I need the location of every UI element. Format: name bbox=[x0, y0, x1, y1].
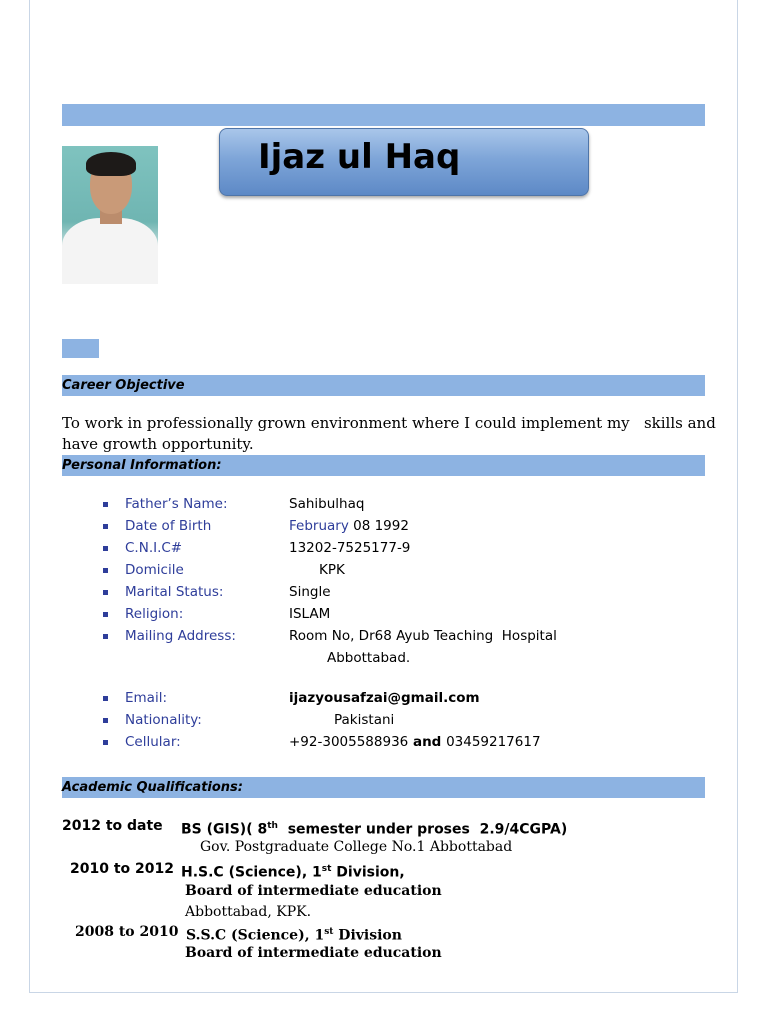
bullet-icon bbox=[103, 740, 108, 745]
bullet-icon bbox=[103, 568, 108, 573]
personal-information-heading: Personal Information: bbox=[62, 455, 705, 476]
qualification-degree: S.S.C (Science), 1st Division bbox=[186, 927, 402, 944]
bullet-icon bbox=[103, 612, 108, 617]
list-item: C.N.I.C# 13202-7525177-9 bbox=[100, 537, 660, 559]
career-objective-heading: Career Objective bbox=[62, 375, 705, 396]
list-item: Mailing Address: Room No, Dr68 Ayub Teaching Hospital Abbottabad. bbox=[100, 625, 660, 687]
list-item: Domicile KPK bbox=[100, 559, 660, 581]
bullet-icon bbox=[103, 718, 108, 723]
qualification-degree: H.S.C (Science), 1st Division, bbox=[181, 864, 405, 881]
career-objective-text: To work in professionally grown environment where I could implement my skills and have growth opportunity. bbox=[62, 414, 716, 453]
list-item: Email: ijazyousafzai@gmail.com bbox=[100, 687, 660, 709]
bullet-icon bbox=[103, 696, 108, 701]
decorative-block bbox=[62, 339, 99, 358]
qualification-years: 2008 to 2010 bbox=[75, 924, 179, 940]
bullet-icon bbox=[103, 546, 108, 551]
list-item: Religion: ISLAM bbox=[100, 603, 660, 625]
qualification-institute: Board of intermediate education bbox=[185, 945, 442, 961]
name-banner bbox=[219, 128, 589, 196]
qualification-institute: Gov. Postgraduate College No.1 Abbottabad bbox=[200, 839, 513, 855]
list-item: Marital Status: Single bbox=[100, 581, 660, 603]
list-item: Father’s Name: Sahibulhaq bbox=[100, 493, 660, 515]
bullet-icon bbox=[103, 502, 108, 507]
qualification-years: 2012 to date bbox=[62, 818, 163, 834]
bullet-icon bbox=[103, 590, 108, 595]
full-name: Ijaz ul Haq bbox=[258, 137, 461, 177]
qualification-institute: Board of intermediate education bbox=[185, 883, 442, 899]
personal-info-list bbox=[100, 493, 660, 753]
qualification-degree: BS (GIS)( 8th semester under proses 2.9/4CGPA) bbox=[181, 821, 568, 838]
academic-qualifications-heading: Academic Qualifications: bbox=[62, 777, 705, 798]
list-item: Cellular: +92-3005588936 and 03459217617 bbox=[100, 731, 660, 753]
profile-photo bbox=[62, 146, 158, 284]
header-bar bbox=[62, 104, 705, 126]
list-item: Nationality: Pakistani bbox=[100, 709, 660, 731]
bullet-icon bbox=[103, 634, 108, 639]
list-item: Date of Birth February 08 1992 bbox=[100, 515, 660, 537]
qualification-location: Abbottabad, KPK. bbox=[185, 904, 312, 920]
qualification-years: 2010 to 2012 bbox=[70, 861, 174, 877]
bullet-icon bbox=[103, 524, 108, 529]
